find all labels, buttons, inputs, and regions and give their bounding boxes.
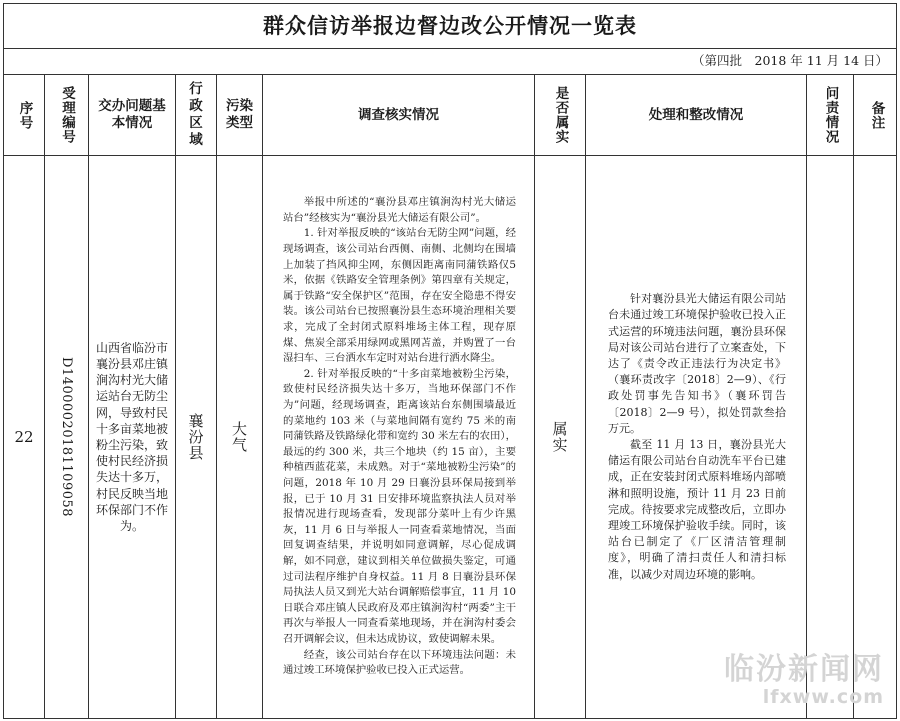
header-handling: 处理和整改情况 [648, 106, 744, 123]
investigation-paragraph: 1. 针对举报反映的“该站台无防尘网”问题，经现场调查，该公司站台西侧、南侧、北侧均在围墙上加装了挡风抑尘网，东侧因距离南同蒲铁路仅5米，依据《铁路安全管理条例》第四章有关规定，属于铁路“安全保护区”范围，存在安全隐患不得安装。该公司站台已按照襄汾县生态环境治理相关要求，完成了全封闭式原料堆场主体工程，现存原煤、焦炭全部采用绿网或黑网苫盖，并购置了一台湿扫车、三台洒水车定时对站台进行洒水降尘。 [283, 227, 516, 365]
row-pollution-type: 大气 [230, 421, 248, 453]
row-verified: 属实 [550, 421, 569, 453]
batch-info: （第四批 2018 年 11 月 14 日） [692, 53, 888, 68]
header-issue: 交办问题基本情况 [98, 98, 166, 131]
row-region: 襄汾县 [186, 413, 205, 461]
row-remarks [854, 156, 897, 718]
header-investigation: 调查核实情况 [358, 106, 439, 123]
handling-paragraph: 针对襄汾县光大储运有限公司站台未通过竣工环境保护验收已投入正式运营的环境违法问题，襄汾县环保局对该公司站台进行了立案查处，下达了《责令改正违法行为决定书》（襄环责改字〔2018〕2—9）、《行政处罚事先告知书》（襄环罚告〔2018〕2—9 号），拟处罚款叁拾万元。 [608, 292, 786, 435]
investigation-paragraph: 2. 针对举报反映的“十多亩菜地被粉尘污染，致使村民经济损失达十多万，当地环保部门不作为”问题，经现场调查，距离该站台东侧围墙最近的菜地约 103 米（与菜地间隔有宽约 75 米的南同蒲铁路及铁路绿化带和宽约 30 米左右的农田），最远的约 300 米，共三个地块（约 15 亩），主要种植西蓝花菜，未成熟。对于“菜地被粉尘污染”的问题，2018 年 10 月 29 日襄汾县环保局接到举报，已于 10 月 31 日安排环境监察执法人员对举报情况进行现场查看，发现部分菜叶上有少许黑灰，11 月 6 日与举报人一同查看菜地情况，当面回复调查结果，并说明如同意调解，尽心促成调解，如不同意，建议到相关单位做损失鉴定，可通过司法程序维护自身权益。11 月 8 日襄汾县环保局执法人员又到光大站台调解赔偿事宜，11 月 10 日联合邓庄镇人民政府及邓庄镇涧沟村“两委”主干再次与举报人一同查看菜地现场，并在涧沟村委会召开调解会议，但未达成协议，致使调解未果。 [283, 367, 516, 645]
watermark-site-name: 临汾新闻网 [724, 652, 884, 687]
site-watermark [724, 654, 884, 708]
row-issue: 山西省临汾市襄汾县邓庄镇涧沟村光大储运站台无防尘网，导致村民十多亩菜地被粉尘污染，致使村民经济损失达十多万，村民反映当地环保部门不作为。 [95, 340, 168, 534]
row-investigation [263, 156, 534, 718]
header-case-no: 受理编号 [59, 86, 75, 144]
row-case-no: D14000020181109058 [59, 356, 74, 518]
header-pollution-type: 污染类型 [226, 98, 253, 131]
investigation-paragraph: 经查，该公司站台存在以下环境违法问题：未通过竣工环境保护验收已投入正式运营。 [283, 648, 516, 677]
handling-paragraph: 截至 11 月 13 日，襄汾县光大储运有限公司站台自动洗车平台已建成，正在安装封闭式原料堆场内部喷淋和照明设施，预计 11 月 23 日前完成。待按要求完成整改后，立即办理竣工环境保护验收手续。同时，该站台已制定了《厂区清洁管理制度》，明确了清扫责任人和清扫标准，以减少对周边环境的影响。 [608, 438, 786, 581]
row-handling [586, 156, 806, 718]
page-title: 群众信访举报边督边改公开情况一览表 [4, 4, 896, 49]
report-table [3, 3, 897, 719]
header-verified: 是否属实 [552, 86, 569, 144]
header-remarks: 备注 [868, 100, 885, 130]
row-seq: 22 [14, 428, 34, 446]
header-accountability: 问责情况 [822, 86, 839, 144]
row-accountability [807, 156, 853, 718]
header-seq: 序号 [16, 100, 33, 130]
watermark-url: lfxww.com [762, 686, 884, 708]
header-region: 行政区域 [189, 81, 203, 148]
investigation-paragraph: 举报中所述的“襄汾县邓庄镇涧沟村光大储运站台”经核实为“襄汾县光大储运有限公司”。 [283, 196, 516, 224]
